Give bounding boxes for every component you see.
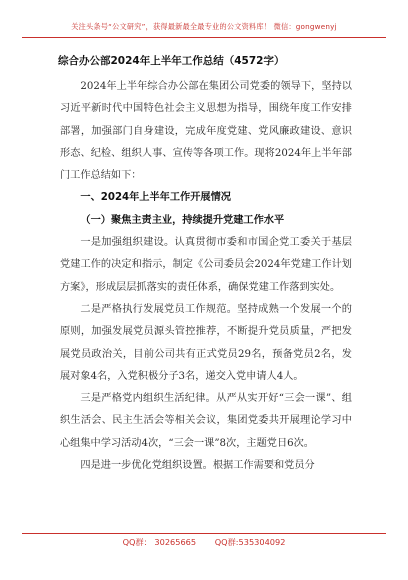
body-paragraph: 四是进一步优化党组织设置。根据工作需要和党员分 (80, 460, 315, 472)
intro-paragraph: 2024年上半年综合办公部在集团公司党委的领导下，坚持以习近平新时代中国特色社会主义思想为指导，围绕年度工作安排部署，加强部门自身建设，完成年度党建、党风廉政建设、意识形态、纪检、组织人事、宣传等各项工作。现将2024年上半年部门工作总结如下： (60, 81, 352, 182)
body-paragraph: 三是严格党内组织生活纪律。从严从实开好“三会一课”、组织生活会、民主生活会等相关会议，集团党委共开展理论学习中心组集中学习活动4次，“三会一课”8次，主题党日6次。 (60, 393, 352, 449)
section-heading: 一、2024年上半年工作开展情况 (80, 192, 231, 204)
footer-qq-group-2: QQ群:535304092 (214, 537, 286, 547)
header-banner: 关注头条号“公文研究”，获得最新最全最专业的公文资料库！ 微信：gongwenyj (71, 22, 337, 31)
footer-qq-group-1: QQ群： 30265665 (122, 537, 197, 547)
document-title: 综合办公部2024年上半年工作总结（4572字） (58, 55, 285, 67)
header-divider (22, 37, 386, 38)
footer (0, 537, 408, 548)
subsection-heading: （一）聚焦主责主业，持续提升党建工作水平 (80, 214, 285, 226)
document-body (60, 76, 352, 477)
footer-divider (22, 533, 386, 534)
body-paragraph: 二是严格执行发展党员工作规范。坚持成熟一个发展一个的原则，加强发展党员源头管控推荐，不断提升党员质量，严把发展党员政治关，目前公司共有正式党员29名，预备党员2名，发展对象4名，入党积极分子3名，递交入党申请人4人。 (60, 303, 352, 382)
body-paragraph: 一是加强组织建设。认真贯彻市委和市国企党工委关于基层党建工作的决定和指示，制定《公司委员会2024年党建工作计划方案》，形成层层抓落实的责任体系，确保党建工作落到实处。 (60, 237, 352, 293)
